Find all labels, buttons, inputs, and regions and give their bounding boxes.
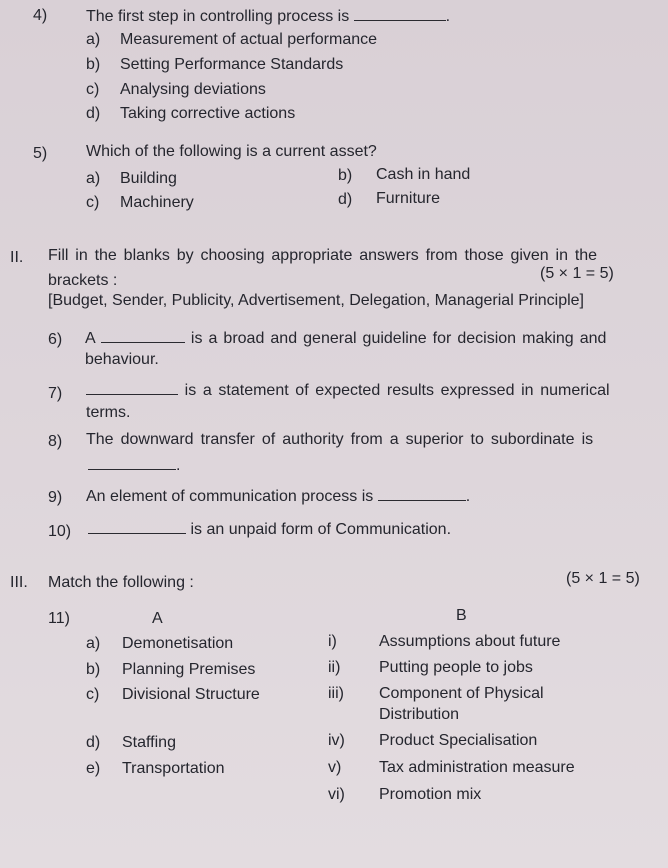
q7-blank [86, 380, 178, 395]
q4-blank [354, 6, 446, 21]
q6-blank [101, 328, 185, 343]
column-a-heading: A [152, 610, 163, 627]
left-d-text: Staffing [122, 734, 176, 751]
q4-option-a-label: a) [86, 31, 101, 48]
q6-post: is a broad and general guideline for decision making and [190, 330, 607, 347]
q5-option-b: Cash in hand [376, 166, 471, 183]
q4-text: The first step in controlling process is [86, 8, 350, 25]
column-b-heading: B [456, 607, 467, 624]
right-iv-text: Product Specialisation [379, 732, 538, 749]
left-e-label: e) [86, 760, 101, 777]
word-bank: [Budget, Sender, Publicity, Advertisement, Delegation, Managerial Principle] [48, 292, 584, 309]
q8-question: The downward transfer of authority from a superior to subordinate is [86, 431, 594, 448]
q9-end: . [465, 488, 471, 505]
q4-option-d-label: d) [86, 105, 101, 122]
q10-blank [88, 519, 186, 534]
q5-option-c-label: c) [86, 194, 100, 211]
right-i-label: i) [328, 633, 337, 650]
left-c-text: Divisional Structure [122, 686, 260, 703]
q8-end: . [176, 457, 181, 474]
q7-number: 7) [48, 385, 63, 402]
q10-number: 10) [48, 523, 72, 540]
q11-number: 11) [48, 610, 70, 627]
q5-option-d: Furniture [376, 190, 441, 207]
right-iii-label: iii) [328, 685, 344, 702]
q9-question [86, 486, 470, 507]
q6-line2: behaviour. [85, 351, 159, 368]
q4-number: 4) [33, 7, 48, 24]
q4-option-a: Measurement of actual performance [120, 31, 378, 48]
section-3-number: III. [10, 574, 28, 591]
q5-option-a: Building [120, 170, 177, 187]
q8-number: 8) [48, 433, 63, 450]
q4-option-b-label: b) [86, 56, 101, 73]
right-iv-label: iv) [328, 732, 345, 749]
section-2-number: II. [10, 249, 24, 266]
left-a-text: Demonetisation [122, 635, 234, 652]
left-e-text: Transportation [122, 760, 225, 777]
right-v-text: Tax administration measure [379, 759, 575, 776]
right-i-text: Assumptions about future [379, 633, 561, 650]
left-a-label: a) [86, 635, 101, 652]
q6-question [85, 328, 606, 349]
q9-text: An element of communication process is [86, 488, 374, 505]
section-3-marks: (5 × 1 = 5) [566, 570, 640, 587]
q10-post: is an unpaid form of Communication. [190, 521, 452, 538]
right-ii-label: ii) [328, 659, 341, 676]
q8-blank-line [88, 455, 180, 476]
q5-question: Which of the following is a current asset? [86, 143, 377, 160]
q9-number: 9) [48, 489, 63, 506]
q7-post: is a statement of expected results expressed in numerical [184, 382, 610, 399]
right-iii-text-line2: Distribution [379, 706, 460, 723]
q5-option-c: Machinery [120, 194, 194, 211]
q8-blank [88, 455, 176, 470]
left-b-text: Planning Premises [122, 661, 256, 678]
q5-number: 5) [33, 145, 48, 162]
section-3-title: Match the following : [48, 574, 194, 591]
q6-number: 6) [48, 331, 63, 348]
section-2-instruction-line2: brackets : [48, 272, 118, 289]
section-2-marks: (5 × 1 = 5) [540, 265, 614, 282]
q7-line2: terms. [86, 404, 131, 421]
q4-option-c-label: c) [86, 81, 100, 98]
right-vi-text: Promotion mix [379, 786, 482, 803]
right-v-label: v) [328, 759, 342, 776]
q5-option-d-label: d) [338, 191, 353, 208]
q4-option-c: Analysing deviations [120, 81, 266, 98]
q5-option-b-label: b) [338, 167, 353, 184]
right-ii-text: Putting people to jobs [379, 659, 533, 676]
left-d-label: d) [86, 734, 101, 751]
left-b-label: b) [86, 661, 101, 678]
q4-question [86, 6, 450, 27]
q7-question [86, 380, 610, 401]
left-c-label: c) [86, 686, 100, 703]
q9-blank [378, 486, 466, 501]
q10-question [88, 519, 451, 540]
section-2-instruction: Fill in the blanks by choosing appropriate answers from those given in the [48, 247, 598, 264]
q4-end: . [445, 8, 451, 25]
q4-option-b: Setting Performance Standards [120, 56, 344, 73]
q6-pre: A [85, 330, 95, 347]
right-iii-text: Component of Physical [379, 685, 544, 702]
q4-option-d: Taking corrective actions [120, 105, 296, 122]
q5-option-a-label: a) [86, 170, 101, 187]
right-vi-label: vi) [328, 786, 345, 803]
